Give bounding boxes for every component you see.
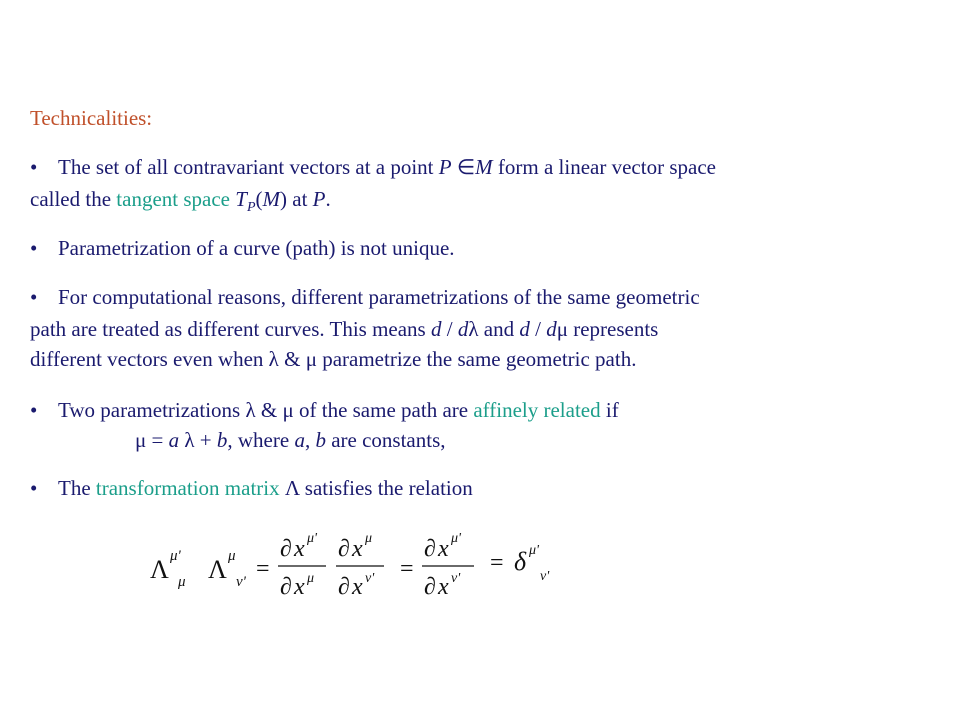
lambda-symbol: Λ	[150, 555, 169, 584]
bullet-dot: •	[30, 155, 38, 179]
delta-symbol: δ	[514, 547, 527, 576]
slide-heading: Technicalities:	[30, 106, 153, 130]
x-symbol: x	[438, 536, 449, 562]
x-symbol: x	[438, 574, 449, 600]
partial-symbol: ∂	[280, 574, 292, 600]
x-symbol: x	[294, 574, 305, 600]
sup-mu: μ	[228, 548, 236, 564]
sup-nu-prime: ν'	[451, 571, 461, 586]
sub-nu-prime: ν'	[540, 569, 550, 584]
partial-symbol: ∂	[338, 536, 350, 562]
sup-mu-prime: μ'	[170, 548, 181, 564]
bullet-1-line-1: • The set of all contravariant vectors at a point P ∈M form a linear vector space	[30, 155, 716, 179]
bullet-3-line-3: different vectors even when λ & μ parametrize the same geometric path.	[30, 347, 637, 371]
bullet-dot: •	[30, 398, 38, 422]
equals-sign: =	[490, 550, 504, 576]
bullet-dot: •	[30, 236, 38, 260]
sup-mu-prime: μ'	[529, 543, 540, 558]
equals-sign: =	[256, 556, 270, 582]
bullet-4-line-1: • Two parametrizations λ & μ of the same path are affinely related if	[30, 398, 619, 422]
transformation-equation	[148, 526, 588, 606]
sub-mu: μ	[178, 574, 186, 590]
partial-symbol: ∂	[424, 536, 436, 562]
sup-mu: μ	[307, 571, 315, 586]
bullet-2: • Parametrization of a curve (path) is not unique.	[30, 236, 455, 260]
term-affinely-related: affinely related	[473, 398, 601, 422]
sup-mu-prime: μ'	[307, 531, 318, 546]
sup-mu: μ	[365, 531, 373, 546]
sup-mu-prime: μ'	[451, 531, 462, 546]
bullet-5: • The transformation matrix Λ satisfies the relation	[30, 476, 473, 500]
term-transformation-matrix: transformation matrix	[95, 476, 280, 500]
lambda-symbol: Λ	[208, 555, 227, 584]
sup-nu-prime: ν'	[365, 571, 375, 586]
bullet-dot: •	[30, 476, 38, 500]
sub-nu-prime: ν'	[236, 574, 246, 590]
partial-symbol: ∂	[338, 574, 350, 600]
x-symbol: x	[294, 536, 305, 562]
partial-symbol: ∂	[424, 574, 436, 600]
partial-symbol: ∂	[280, 536, 292, 562]
bullet-3-line-2: path are treated as different curves. This means d / dλ and d / dμ represents	[30, 317, 659, 341]
bullet-3-line-1: • For computational reasons, different parametrizations of the same geometric	[30, 285, 700, 309]
equals-sign: =	[400, 556, 414, 582]
bullet-4-line-2: μ = a λ + b, where a, b are constants,	[135, 428, 446, 452]
term-tangent-space: tangent space	[116, 187, 230, 211]
bullet-dot: •	[30, 285, 38, 309]
bullet-1-line-2: called the tangent space $T_P(M)$ at P.	[30, 187, 331, 216]
x-symbol: x	[352, 574, 363, 600]
x-symbol: x	[352, 536, 363, 562]
